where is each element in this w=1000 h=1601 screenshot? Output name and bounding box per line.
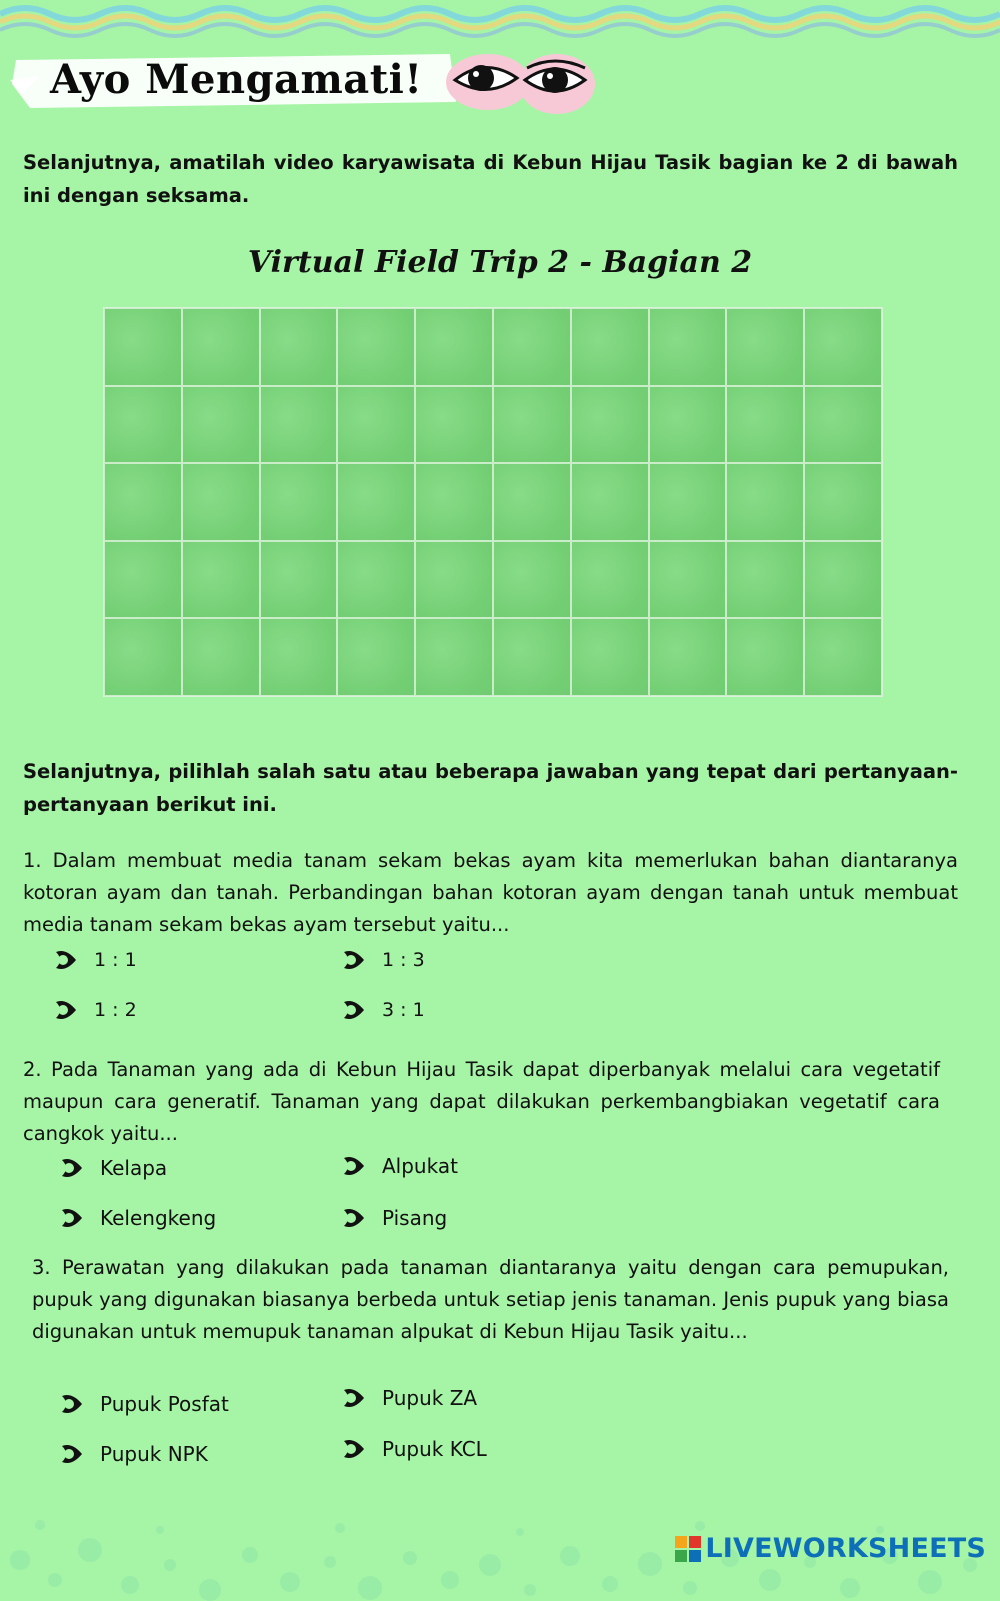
arrow-bullet-icon bbox=[58, 1154, 86, 1182]
arrow-bullet-icon bbox=[52, 996, 80, 1024]
question-1-text: 1. Dalam membuat media tanam sekam bekas ayam kita memerlukan bahan diantaranya kotoran ayam dan tanah. Perbandingan bahan kotoran ayam dengan tanah untuk membuat media tanam sekam bekas ayam tersebut yaitu... bbox=[23, 849, 958, 936]
q3-option-d-label: Pupuk KCL bbox=[382, 1437, 487, 1461]
video-embed-placeholder[interactable] bbox=[103, 307, 883, 697]
q2-option-c-label: Kelengkeng bbox=[100, 1206, 217, 1230]
question-3-text: 3. Perawatan yang dilakukan pada tanaman diantaranya yaitu dengan cara pemupukan, pupuk yang digunakan biasanya berbeda untuk setiap jenis tanaman. Jenis pupuk yang biasa digunakan untuk memupuk tanaman alpukat di Kebun Hijau Tasik yaitu... bbox=[32, 1256, 949, 1343]
eyes-icon bbox=[445, 48, 595, 118]
arrow-bullet-icon bbox=[52, 946, 80, 974]
q2-option-b-label: Alpukat bbox=[382, 1154, 458, 1178]
video-title: Virtual Field Trip 2 - Bagian 2 bbox=[247, 245, 753, 280]
q1-option-c[interactable] bbox=[52, 996, 137, 1024]
arrow-bullet-icon bbox=[58, 1390, 86, 1418]
q1-option-a[interactable] bbox=[52, 946, 137, 974]
q2-option-d[interactable] bbox=[340, 1204, 447, 1232]
arrow-bullet-icon bbox=[340, 1152, 368, 1180]
q3-option-b-label: Pupuk ZA bbox=[382, 1386, 478, 1410]
q3-option-c[interactable] bbox=[58, 1440, 208, 1468]
arrow-bullet-icon bbox=[340, 1204, 368, 1232]
arrow-bullet-icon bbox=[340, 996, 368, 1024]
instruction-text: Selanjutnya, pilihlah salah satu atau beberapa jawaban yang tepat dari pertanyaan-pertanyaan berikut ini. bbox=[23, 760, 958, 816]
q1-option-d[interactable] bbox=[340, 996, 425, 1024]
q3-option-b[interactable] bbox=[340, 1384, 477, 1412]
q2-option-a[interactable] bbox=[58, 1154, 167, 1182]
top-wave-decoration bbox=[0, 0, 1000, 40]
q3-option-d[interactable] bbox=[340, 1435, 487, 1463]
q1-option-a-label: 1 : 1 bbox=[94, 949, 137, 971]
q3-option-c-label: Pupuk NPK bbox=[100, 1442, 208, 1466]
q3-option-a[interactable] bbox=[58, 1390, 229, 1418]
q2-option-d-label: Pisang bbox=[382, 1206, 448, 1230]
q2-option-c[interactable] bbox=[58, 1204, 216, 1232]
liveworksheets-badge-icon bbox=[675, 1536, 701, 1562]
q3-option-a-label: Pupuk Posfat bbox=[100, 1392, 229, 1416]
q2-option-b[interactable] bbox=[340, 1152, 458, 1180]
q2-option-a-label: Kelapa bbox=[100, 1156, 168, 1180]
question-2-text: 2. Pada Tanaman yang ada di Kebun Hijau Tasik dapat diperbanyak melalui cara vegetatif maupun cara generatif. Tanaman yang dapat dilakukan perkembangbiakan vegetatif cara cangkok yaitu... bbox=[23, 1058, 940, 1145]
intro-text: Selanjutnya, amatilah video karyawisata di Kebun Hijau Tasik bagian ke 2 di bawah ini dengan seksama. bbox=[23, 151, 958, 207]
liveworksheets-logo[interactable] bbox=[675, 1533, 986, 1564]
arrow-bullet-icon bbox=[340, 1435, 368, 1463]
arrow-bullet-icon bbox=[340, 1384, 368, 1412]
q1-option-c-label: 1 : 2 bbox=[94, 999, 137, 1021]
arrow-bullet-icon bbox=[340, 946, 368, 974]
q1-option-b[interactable] bbox=[340, 946, 425, 974]
q1-option-b-label: 1 : 3 bbox=[382, 949, 425, 971]
q1-option-d-label: 3 : 1 bbox=[382, 999, 425, 1021]
brand-name: LIVEWORKSHEETS bbox=[705, 1533, 986, 1564]
arrow-bullet-icon bbox=[58, 1440, 86, 1468]
page-title: Ayo Mengamati! bbox=[50, 56, 423, 103]
arrow-bullet-icon bbox=[58, 1204, 86, 1232]
